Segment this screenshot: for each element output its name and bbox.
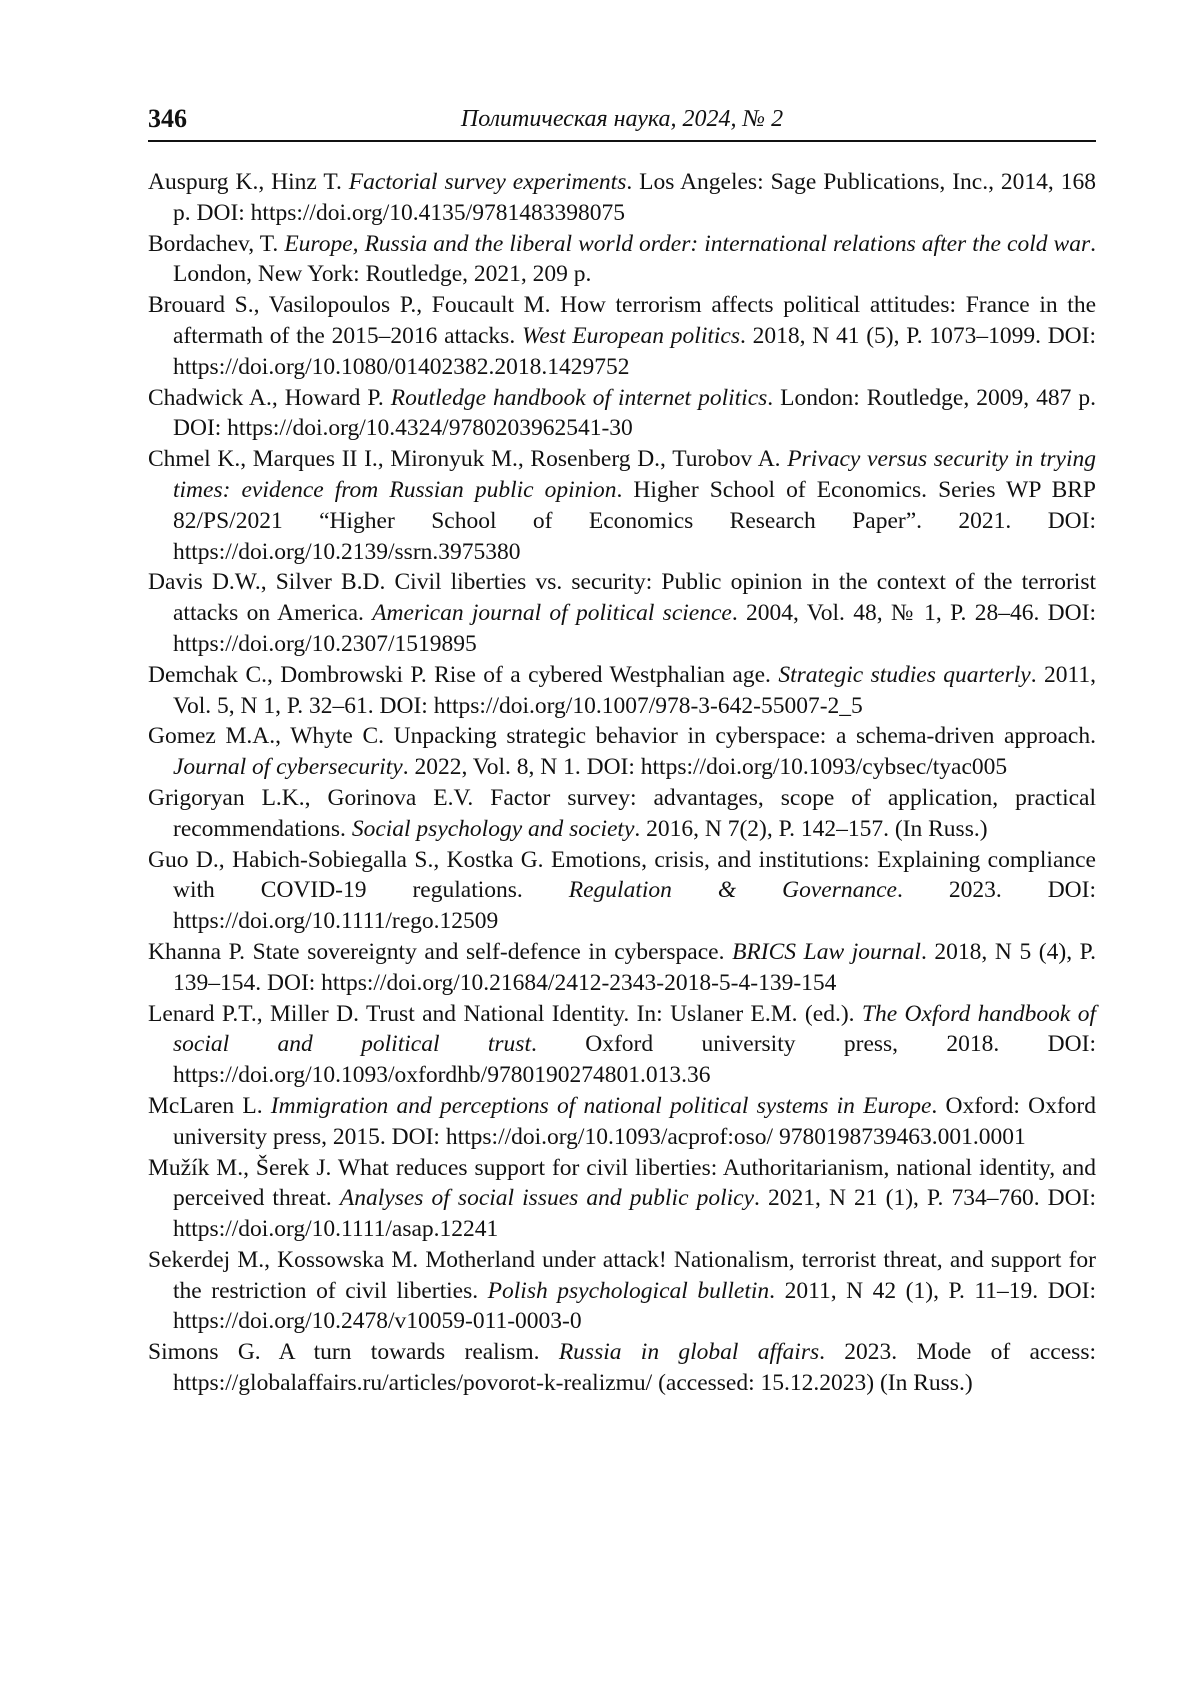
reference-source: Social psychology and society [352, 816, 635, 842]
reference-authors-title: Davis D.W., Silver B.D. Civil liberties vs. security: Public opinion in the context of the terrorist attacks on America. [148, 569, 1096, 626]
reference-source: Journal of cybersecurity [173, 754, 403, 780]
reference-source: Polish psychological bulletin [488, 1278, 769, 1304]
reference-item [148, 937, 1096, 999]
reference-details: . 2018, N 41 (5), P. 1073–1099. DOI: https://doi.org/10.1080/01402382.2018.1429752 [173, 323, 1096, 380]
reference-details: . London: Routledge, 2009, 487 p. DOI: https://doi.org/10.4324/9780203962541-30 [173, 385, 1096, 442]
reference-details: . 2004, Vol. 48, № 1, P. 28–46. DOI: https://doi.org/10.2307/1519895 [173, 600, 1096, 657]
reference-source: Routledge handbook of internet politics [391, 385, 768, 411]
reference-item [148, 845, 1096, 937]
reference-source: Regulation & Governance [569, 877, 897, 903]
reference-authors-title: Guo D., Habich-Sobiegalla S., Kostka G. Emotions, crisis, and institutions: Explaining compliance with COVID-19 regulations. [148, 847, 1096, 904]
reference-item [148, 1337, 1096, 1399]
reference-item [148, 783, 1096, 845]
reference-details: . 2022, Vol. 8, N 1. DOI: https://doi.org/10.1093/cybsec/tyac005 [403, 754, 1007, 780]
reference-details: . 2023. DOI: https://doi.org/10.1111/rego.12509 [173, 877, 1096, 934]
reference-item [148, 290, 1096, 382]
page [148, 100, 1096, 1399]
reference-authors-title: Lenard P.T., Miller D. Trust and National Identity. In: Uslaner E.M. (ed.). [148, 1001, 862, 1027]
reference-item [148, 567, 1096, 659]
reference-authors-title: Khanna P. State sovereignty and self-defence in cyberspace. [148, 939, 732, 965]
reference-details: . 2021, N 21 (1), P. 734–760. DOI: https://doi.org/10.1111/asap.12241 [173, 1185, 1096, 1242]
reference-item [148, 167, 1096, 229]
reference-item [148, 1245, 1096, 1337]
reference-authors-title: Simons G. A turn towards realism. [148, 1339, 559, 1365]
reference-details: . 2023. Mode of access: https://globalaffairs.ru/articles/povorot-k-realizmu/ (accessed: 15.12.2023) (In Russ.) [173, 1339, 1096, 1396]
reference-source: Immigration and perceptions of national political systems in Europe [271, 1093, 932, 1119]
reference-source: American journal of political science [372, 600, 732, 626]
reference-authors-title: Gomez M.A., Whyte C. Unpacking strategic behavior in cyberspace: a schema-driven approach. [148, 723, 1096, 749]
reference-authors-title: Demchak C., Dombrowski P. Rise of a cybered Westphalian age. [148, 662, 778, 688]
reference-authors-title: Grigoryan L.K., Gorinova E.V. Factor survey: advantages, scope of application, practical recommendations. [148, 785, 1096, 842]
reference-source: Analyses of social issues and public policy [340, 1185, 754, 1211]
reference-source: BRICS Law journal [732, 939, 921, 965]
reference-details: . 2011, Vol. 5, N 1, P. 32–61. DOI: https://doi.org/10.1007/978-3-642-55007-2_5 [173, 662, 1096, 719]
reference-authors-title: Sekerdej M., Kossowska M. Motherland under attack! Nationalism, terrorist threat, and support for the restriction of civil liberties. [148, 1247, 1096, 1304]
reference-authors-title: McLaren L. [148, 1093, 271, 1119]
reference-authors-title: Auspurg K., Hinz T. [148, 169, 349, 195]
page-number: 346 [148, 104, 187, 134]
reference-source: The Oxford handbook of social and political trust [173, 1001, 1096, 1058]
reference-details: . 2011, N 42 (1), P. 11–19. DOI: https://doi.org/10.2478/v10059-011-0003-0 [173, 1278, 1096, 1335]
reference-item [148, 383, 1096, 445]
reference-source: Factorial survey experiments [349, 169, 627, 195]
reference-source: Privacy versus security in trying times: evidence from Russian public opinion [173, 446, 1096, 503]
reference-source: Strategic studies quarterly [778, 662, 1030, 688]
reference-details: . Oxford university press, 2018. DOI: https://doi.org/10.1093/oxfordhb/9780190274801.013.36 [173, 1031, 1096, 1088]
reference-authors-title: Mužík M., Šerek J. What reduces support for civil liberties: Authoritarianism, national identity, and perceived threat. [148, 1155, 1096, 1212]
reference-authors-title: Chadwick A., Howard P. [148, 385, 391, 411]
reference-item [148, 229, 1096, 291]
reference-item [148, 1091, 1096, 1153]
running-header [148, 100, 1096, 142]
reference-source: Europe, Russia and the liberal world order: international relations after the cold war [284, 231, 1090, 257]
reference-details: . Higher School of Economics. Series WP BRP 82/PS/2021 “Higher School of Economics Research Paper”. 2021. DOI: https://doi.org/10.2139/ssrn.3975380 [173, 477, 1096, 565]
reference-authors-title: Chmel K., Marques II I., Mironyuk M., Rosenberg D., Turobov A. [148, 446, 787, 472]
journal-title: Политическая наука, 2024, № 2 [148, 104, 1096, 134]
reference-item [148, 999, 1096, 1091]
reference-authors-title: Brouard S., Vasilopoulos P., Foucault M. How terrorism affects political attitudes: France in the aftermath of the 2015–2016 attacks. [148, 292, 1096, 349]
reference-source: Russia in global affairs [559, 1339, 819, 1365]
reference-item [148, 444, 1096, 567]
reference-authors-title: Bordachev, T. [148, 231, 284, 257]
reference-source: West European politics [522, 323, 740, 349]
reference-item [148, 660, 1096, 722]
reference-details: . 2018, N 5 (4), P. 139–154. DOI: https://doi.org/10.21684/2412-2343-2018-5-4-139-154 [173, 939, 1096, 996]
reference-details: . Oxford: Oxford university press, 2015. DOI: https://doi.org/10.1093/acprof:oso/ 9780198739463.001.0001 [173, 1093, 1096, 1150]
reference-details: . London, New York: Routledge, 2021, 209 p. [173, 231, 1096, 288]
reference-item [148, 1153, 1096, 1245]
reference-list [148, 142, 1096, 1399]
reference-item [148, 721, 1096, 783]
reference-details: . 2016, N 7(2), P. 142–157. (In Russ.) [634, 816, 987, 842]
reference-details: . Los Angeles: Sage Publications, Inc., 2014, 168 p. DOI: https://doi.org/10.4135/9781483398075 [173, 169, 1096, 226]
